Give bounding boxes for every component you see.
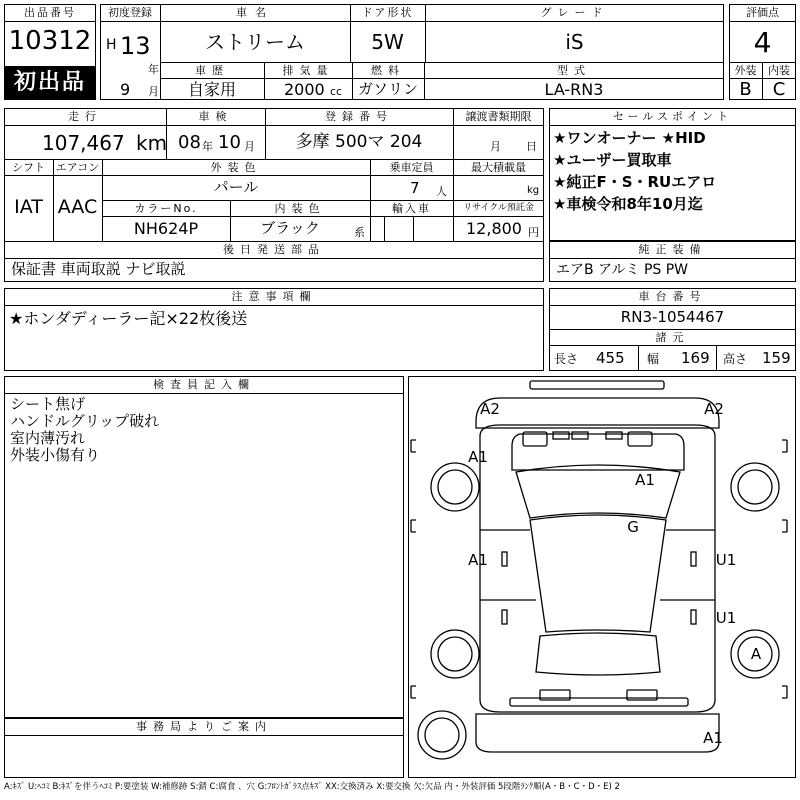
door-type: 5W xyxy=(371,30,404,54)
transfer-label: 譲渡書類期限 xyxy=(465,110,532,123)
plate-label: 登録番号 xyxy=(325,110,393,123)
inspector-line-1: シート焦げ xyxy=(10,395,86,413)
first-reg-label: 初度登録 xyxy=(108,6,152,19)
office-label: 事務局よりご案内 xyxy=(136,720,272,733)
grade-label: グレード xyxy=(540,6,609,19)
inspector-line-4: 外装小傷有り xyxy=(10,446,101,464)
color-no: NH624P xyxy=(133,219,199,238)
damage-mark: A1 xyxy=(635,471,655,489)
model-label: 型式 xyxy=(557,64,591,77)
recycle-unit: 円 xyxy=(528,226,539,239)
car-name: ストリーム xyxy=(205,30,305,54)
interior-color: ブラック xyxy=(260,219,320,237)
fuel: ガソリン xyxy=(357,80,418,98)
month-unit: 月 xyxy=(148,85,159,98)
load-unit: kg xyxy=(527,185,540,196)
mileage-unit: km xyxy=(136,131,168,155)
color-label: 外装色 xyxy=(210,161,262,174)
later-parts-label: 後日発送部品 xyxy=(223,243,325,256)
displacement-label: 排気量 xyxy=(282,64,334,77)
insp-month: 10 xyxy=(218,132,241,153)
chassis-value: RN3-1054467 xyxy=(620,308,725,326)
dims-label: 諸元 xyxy=(655,331,690,344)
sales-label: セールスポイント xyxy=(612,110,732,123)
door-label: ドア形状 xyxy=(361,6,414,19)
capacity: 7 xyxy=(410,179,420,197)
legend: A:ｷｽﾞ U:ﾍｺﾐ B:ｷｽﾞを伴うﾍｺﾐ P:要塗装 W:補修跡 S:錆 C:腐食 、穴 G:ﾌﾛﾝﾄｶﾞﾗｽ点ｷｽﾞ XX:交換済み X:要交換 欠:欠品 内・外装評価 5段階ﾗﾝｸ順(A・B・C・D・E) 2 xyxy=(4,782,620,792)
damage-mark: A2 xyxy=(704,400,724,418)
interior-color-label: 内装色 xyxy=(274,202,326,215)
interior-grade: C xyxy=(772,79,786,100)
width-label: 幅 xyxy=(647,352,660,366)
damage-mark: U1 xyxy=(715,609,737,627)
damage-mark: G xyxy=(627,518,639,536)
interior-label: 内装 xyxy=(768,64,790,77)
model: LA-RN3 xyxy=(544,80,604,99)
grade: iS xyxy=(565,30,584,54)
later-parts: 保証書 車両取説 ナビ取説 xyxy=(11,260,186,278)
damage-diagram xyxy=(408,376,796,778)
inspector-label: 検査員記入欄 xyxy=(153,378,255,391)
exterior-grade: B xyxy=(739,79,752,100)
height-label: 高さ xyxy=(723,352,748,366)
length-label: 長さ xyxy=(554,352,579,366)
color: パール xyxy=(213,178,259,196)
load-label: 最大積載量 xyxy=(471,161,526,174)
recycle-label: リサイクル預託金 xyxy=(463,203,534,213)
lot-label: 出品番号 xyxy=(24,6,76,19)
history: 自家用 xyxy=(187,80,236,99)
mileage-label: 走行 xyxy=(68,110,102,123)
ac-label: エアコン xyxy=(55,161,100,174)
insp-month-unit: 月 xyxy=(244,140,255,153)
inspector-line-2: ハンドルグリップ破れ xyxy=(10,412,160,430)
shift-label: シフト xyxy=(12,161,45,174)
year-unit: 年 xyxy=(148,63,159,76)
sales-line-1: ★ワンオーナー ★HID xyxy=(553,129,706,147)
transfer-day: 日 xyxy=(526,140,537,153)
width: 169 xyxy=(681,349,710,367)
reg-year: 13 xyxy=(120,32,151,60)
recycle: 12,800 xyxy=(466,219,522,238)
inspector-line-3: 室内薄汚れ xyxy=(10,429,86,447)
history-label: 車歴 xyxy=(195,64,229,77)
score: 4 xyxy=(753,26,772,59)
color-no-label: カラーNo. xyxy=(134,202,198,215)
sales-line-3: ★純正F・S・RUエアロ xyxy=(553,173,717,191)
equipment-label: 純正装備 xyxy=(638,243,707,256)
damage-mark: A1 xyxy=(703,729,723,747)
damage-mark: A xyxy=(750,645,762,663)
inspection-label: 車検 xyxy=(198,110,233,123)
displacement: 2000 xyxy=(284,80,325,99)
displacement-unit: cc xyxy=(330,85,343,98)
sales-line-4: ★車検令和8年10月迄 xyxy=(553,195,703,213)
exterior-label: 外装 xyxy=(734,64,757,77)
sales-line-2: ★ユーザー買取車 xyxy=(553,151,672,169)
reg-month: 9 xyxy=(120,80,131,99)
insp-year: 08 xyxy=(178,132,201,153)
capacity-label: 乗車定員 xyxy=(389,161,434,174)
lot-number: 10312 xyxy=(8,26,92,56)
transfer-month: 月 xyxy=(490,140,501,153)
ac: AAC xyxy=(57,196,98,218)
chassis-label: 車台番号 xyxy=(638,290,707,303)
car-name-label: 車名 xyxy=(236,6,274,19)
caution-value: ★ホンダディーラー記×22枚後送 xyxy=(9,309,248,328)
interior-color-unit: 系 xyxy=(354,226,365,239)
damage-mark: U1 xyxy=(715,551,737,569)
length: 455 xyxy=(596,349,625,367)
score-label: 評価点 xyxy=(746,6,779,19)
import-label: 輸入車 xyxy=(392,202,431,215)
insp-year-unit: 年 xyxy=(202,140,213,153)
caution-label: 注意事項欄 xyxy=(231,290,317,303)
first-listing-badge: 初出品 xyxy=(5,66,95,99)
plate: 多摩 500マ 204 xyxy=(295,132,423,152)
capacity-unit: 人 xyxy=(436,185,447,198)
damage-mark: A2 xyxy=(480,400,500,418)
fuel-label: 燃料 xyxy=(371,64,405,77)
era: H xyxy=(106,37,117,53)
damage-mark: A1 xyxy=(468,551,488,569)
equipment-value: エアB アルミ PS PW xyxy=(556,262,689,278)
damage-mark: A1 xyxy=(468,448,488,466)
shift: IAT xyxy=(14,196,43,218)
mileage: 107,467 xyxy=(42,131,125,155)
height: 159 xyxy=(762,349,791,367)
